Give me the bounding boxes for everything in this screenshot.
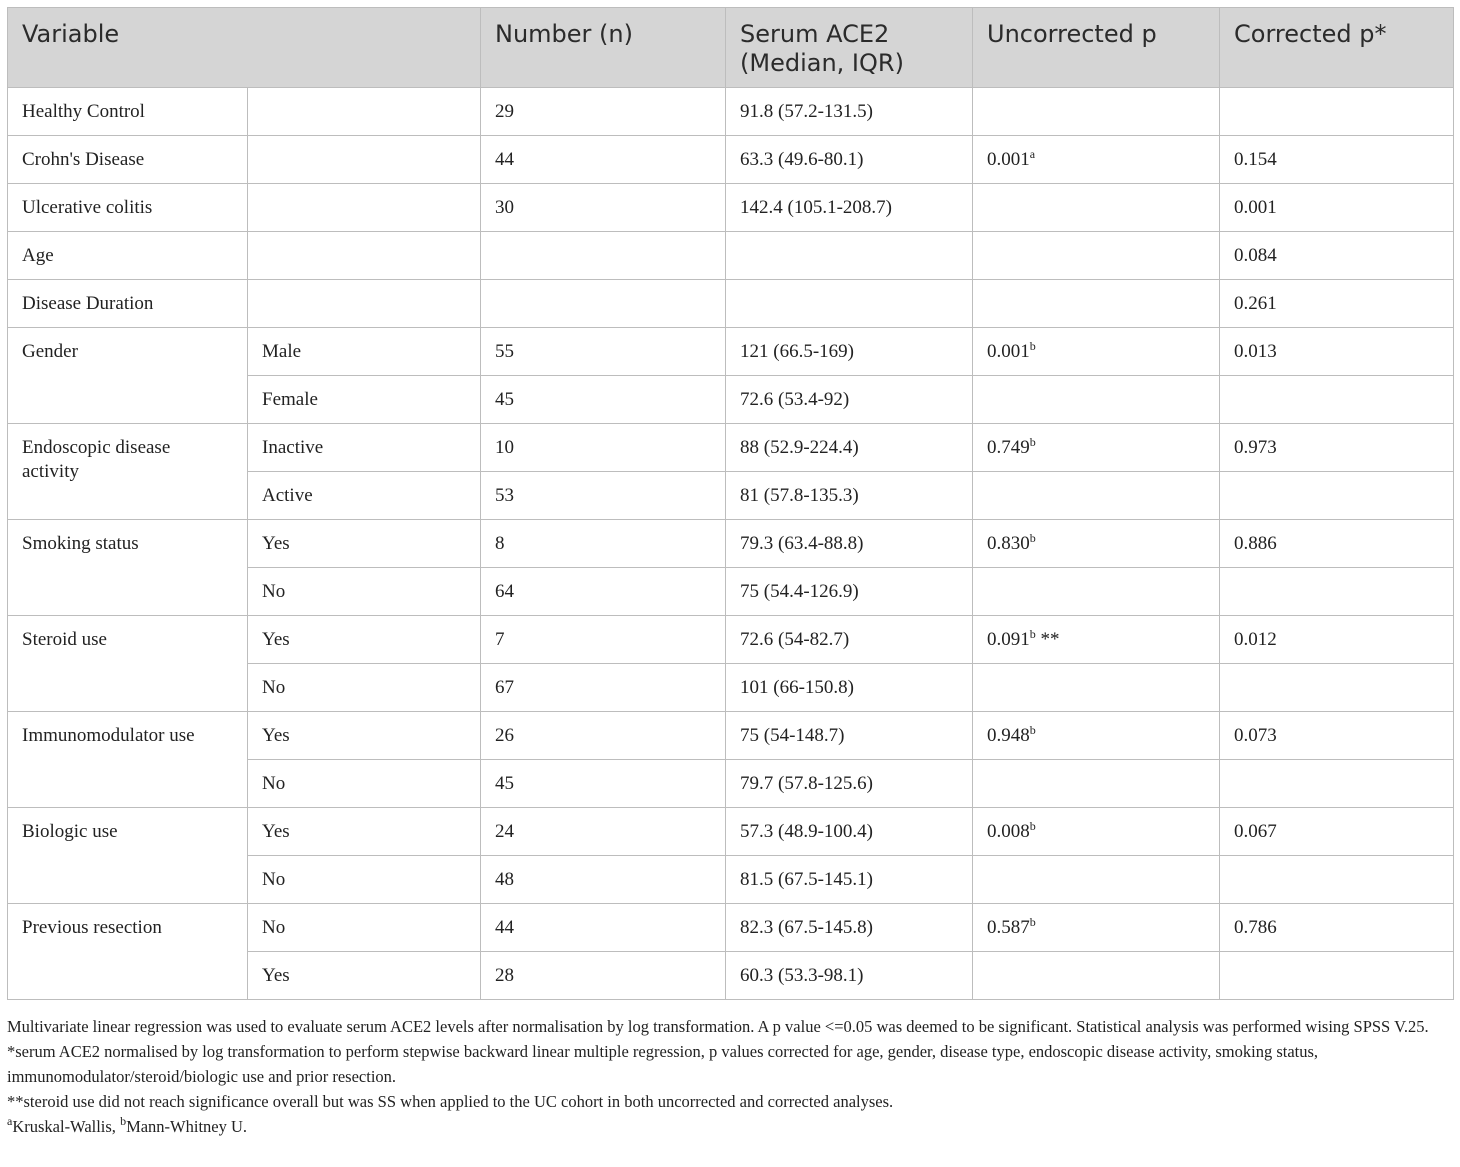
table-row — [8, 88, 1454, 136]
footnote-tests — [7, 1114, 1453, 1139]
footnote-sup-a: a — [7, 1114, 13, 1128]
serum-ace2-cell: 82.3 (67.5-145.8) — [726, 904, 973, 952]
subgroup-cell: No — [248, 904, 481, 952]
results-table — [7, 7, 1454, 1000]
uncorrected-p-cell — [973, 280, 1220, 328]
table-row — [8, 184, 1454, 232]
variable-cell: Immunomodulator use — [8, 712, 248, 808]
number-cell: 29 — [481, 88, 726, 136]
uncorrected-p-cell — [973, 760, 1220, 808]
uncorrected-p-cell — [973, 712, 1220, 760]
corrected-p-cell: 0.084 — [1220, 232, 1454, 280]
uncorrected-p-value: 0.948 — [987, 725, 1030, 746]
test-superscript: a — [1029, 147, 1036, 161]
header-variable: Variable — [8, 8, 481, 88]
serum-ace2-cell: 75 (54.4-126.9) — [726, 568, 973, 616]
serum-ace2-cell: 81.5 (67.5-145.1) — [726, 856, 973, 904]
corrected-p-cell: 0.886 — [1220, 520, 1454, 568]
uncorrected-p-cell — [973, 952, 1220, 1000]
subgroup-cell: No — [248, 664, 481, 712]
table-row — [8, 280, 1454, 328]
uncorrected-p-cell — [973, 184, 1220, 232]
test-superscript: b — [1029, 819, 1036, 833]
test-superscript: b — [1029, 339, 1036, 353]
serum-ace2-cell: 91.8 (57.2-131.5) — [726, 88, 973, 136]
number-cell: 44 — [481, 136, 726, 184]
corrected-p-cell: 0.073 — [1220, 712, 1454, 760]
number-cell: 7 — [481, 616, 726, 664]
subgroup-cell: Yes — [248, 808, 481, 856]
footnote-main: Multivariate linear regression was used to evaluate serum ACE2 levels after normalisation by log transformation. A p value <=0.05 was deemed to be significant. Statistical analysis was performed wising SPSS V.25. — [7, 1017, 1429, 1036]
subgroup-cell: No — [248, 856, 481, 904]
table-row — [8, 616, 1454, 664]
uncorrected-p-cell — [973, 808, 1220, 856]
subgroup-cell — [248, 280, 481, 328]
subgroup-cell: Yes — [248, 712, 481, 760]
footnote-star: *serum ACE2 normalised by log transformation to perform stepwise backward linear multiple regression, p values corrected for age, gender, disease type, endoscopic disease activity, smoking status, immunomodulator/steroid/biologic use and prior resection. — [7, 1042, 1319, 1086]
uncorrected-p-note: ** — [1035, 629, 1060, 650]
uncorrected-p-cell — [973, 424, 1220, 472]
uncorrected-p-value: 0.587 — [987, 917, 1030, 938]
subgroup-cell: No — [248, 568, 481, 616]
table-row — [8, 904, 1454, 952]
table-body — [8, 88, 1454, 1000]
test-superscript: b — [1029, 435, 1036, 449]
number-cell: 44 — [481, 904, 726, 952]
variable-cell: Healthy Control — [8, 88, 248, 136]
footnote-test-b: Mann-Whitney U. — [126, 1117, 248, 1136]
footnote-double-star: **steroid use did not reach significance overall but was SS when applied to the UC cohort in both uncorrected and corrected analyses. — [7, 1092, 894, 1111]
corrected-p-cell: 0.012 — [1220, 616, 1454, 664]
serum-ace2-cell: 72.6 (54-82.7) — [726, 616, 973, 664]
subgroup-cell: No — [248, 760, 481, 808]
table-row — [8, 136, 1454, 184]
subgroup-cell: Male — [248, 328, 481, 376]
number-cell: 45 — [481, 760, 726, 808]
corrected-p-cell: 0.786 — [1220, 904, 1454, 952]
serum-ace2-cell — [726, 232, 973, 280]
variable-cell: Gender — [8, 328, 248, 424]
serum-ace2-cell: 79.3 (63.4-88.8) — [726, 520, 973, 568]
serum-ace2-cell: 101 (66-150.8) — [726, 664, 973, 712]
variable-cell: Steroid use — [8, 616, 248, 712]
uncorrected-p-cell — [973, 664, 1220, 712]
corrected-p-cell: 0.067 — [1220, 808, 1454, 856]
variable-cell: Ulcerative colitis — [8, 184, 248, 232]
variable-cell: Smoking status — [8, 520, 248, 616]
corrected-p-cell — [1220, 472, 1454, 520]
uncorrected-p-value: 0.001 — [987, 149, 1030, 170]
serum-ace2-cell — [726, 280, 973, 328]
subgroup-cell — [248, 232, 481, 280]
number-cell: 30 — [481, 184, 726, 232]
footnote-sup-b: b — [120, 1114, 127, 1128]
serum-ace2-cell: 88 (52.9-224.4) — [726, 424, 973, 472]
corrected-p-cell — [1220, 376, 1454, 424]
uncorrected-p-cell — [973, 136, 1220, 184]
corrected-p-cell: 0.261 — [1220, 280, 1454, 328]
subgroup-cell: Yes — [248, 616, 481, 664]
subgroup-cell — [248, 88, 481, 136]
uncorrected-p-cell — [973, 856, 1220, 904]
table-row — [8, 712, 1454, 760]
number-cell: 10 — [481, 424, 726, 472]
uncorrected-p-value: 0.008 — [987, 821, 1030, 842]
table-header-row — [8, 8, 1454, 88]
serum-ace2-cell: 60.3 (53.3-98.1) — [726, 952, 973, 1000]
header-serum-ace2 — [726, 8, 973, 88]
variable-cell: Previous resection — [8, 904, 248, 1000]
corrected-p-cell: 0.154 — [1220, 136, 1454, 184]
footnote-test-a: Kruskal-Wallis, — [12, 1117, 121, 1136]
serum-ace2-cell: 57.3 (48.9-100.4) — [726, 808, 973, 856]
uncorrected-p-cell — [973, 904, 1220, 952]
number-cell: 55 — [481, 328, 726, 376]
corrected-p-cell — [1220, 568, 1454, 616]
serum-ace2-cell: 72.6 (53.4-92) — [726, 376, 973, 424]
number-cell: 8 — [481, 520, 726, 568]
number-cell — [481, 280, 726, 328]
number-cell: 26 — [481, 712, 726, 760]
uncorrected-p-value: 0.091 — [987, 629, 1030, 650]
number-cell: 67 — [481, 664, 726, 712]
variable-cell: Endoscopic disease activity — [8, 424, 248, 520]
header-uncorrected-p: Uncorrected p — [973, 8, 1220, 88]
table-row — [8, 520, 1454, 568]
header-corrected-p: Corrected p* — [1220, 8, 1454, 88]
subgroup-cell — [248, 136, 481, 184]
number-cell: 53 — [481, 472, 726, 520]
test-superscript: b — [1029, 723, 1036, 737]
subgroup-cell: Active — [248, 472, 481, 520]
uncorrected-p-cell — [973, 520, 1220, 568]
test-superscript: b — [1029, 531, 1036, 545]
test-superscript: b — [1029, 627, 1036, 641]
number-cell — [481, 232, 726, 280]
uncorrected-p-cell — [973, 568, 1220, 616]
serum-ace2-cell: 142.4 (105.1-208.7) — [726, 184, 973, 232]
uncorrected-p-value: 0.830 — [987, 533, 1030, 554]
table-footnotes — [7, 1014, 1453, 1139]
header-number: Number (n) — [481, 8, 726, 88]
serum-ace2-cell: 63.3 (49.6-80.1) — [726, 136, 973, 184]
subgroup-cell: Yes — [248, 952, 481, 1000]
serum-ace2-cell: 79.7 (57.8-125.6) — [726, 760, 973, 808]
test-superscript: b — [1029, 915, 1036, 929]
subgroup-cell — [248, 184, 481, 232]
header-serum-line1: Serum ACE2 — [740, 20, 890, 48]
results-table-container — [7, 7, 1453, 1000]
subgroup-cell: Yes — [248, 520, 481, 568]
uncorrected-p-cell — [973, 472, 1220, 520]
uncorrected-p-cell — [973, 376, 1220, 424]
number-cell: 64 — [481, 568, 726, 616]
number-cell: 45 — [481, 376, 726, 424]
corrected-p-cell — [1220, 856, 1454, 904]
subgroup-cell: Female — [248, 376, 481, 424]
table-row — [8, 424, 1454, 472]
uncorrected-p-cell — [973, 616, 1220, 664]
table-row — [8, 328, 1454, 376]
corrected-p-cell — [1220, 760, 1454, 808]
variable-cell: Age — [8, 232, 248, 280]
corrected-p-cell: 0.013 — [1220, 328, 1454, 376]
subgroup-cell: Inactive — [248, 424, 481, 472]
variable-cell: Biologic use — [8, 808, 248, 904]
corrected-p-cell: 0.973 — [1220, 424, 1454, 472]
number-cell: 48 — [481, 856, 726, 904]
header-serum-line2: (Median, IQR) — [740, 49, 904, 77]
uncorrected-p-cell — [973, 232, 1220, 280]
uncorrected-p-value: 0.001 — [987, 341, 1030, 362]
corrected-p-cell — [1220, 664, 1454, 712]
corrected-p-cell — [1220, 88, 1454, 136]
serum-ace2-cell: 75 (54-148.7) — [726, 712, 973, 760]
table-row — [8, 232, 1454, 280]
corrected-p-cell: 0.001 — [1220, 184, 1454, 232]
number-cell: 28 — [481, 952, 726, 1000]
uncorrected-p-value: 0.749 — [987, 437, 1030, 458]
corrected-p-cell — [1220, 952, 1454, 1000]
uncorrected-p-cell — [973, 88, 1220, 136]
variable-cell: Disease Duration — [8, 280, 248, 328]
number-cell: 24 — [481, 808, 726, 856]
table-row — [8, 808, 1454, 856]
variable-cell: Crohn's Disease — [8, 136, 248, 184]
serum-ace2-cell: 81 (57.8-135.3) — [726, 472, 973, 520]
serum-ace2-cell: 121 (66.5-169) — [726, 328, 973, 376]
uncorrected-p-cell — [973, 328, 1220, 376]
